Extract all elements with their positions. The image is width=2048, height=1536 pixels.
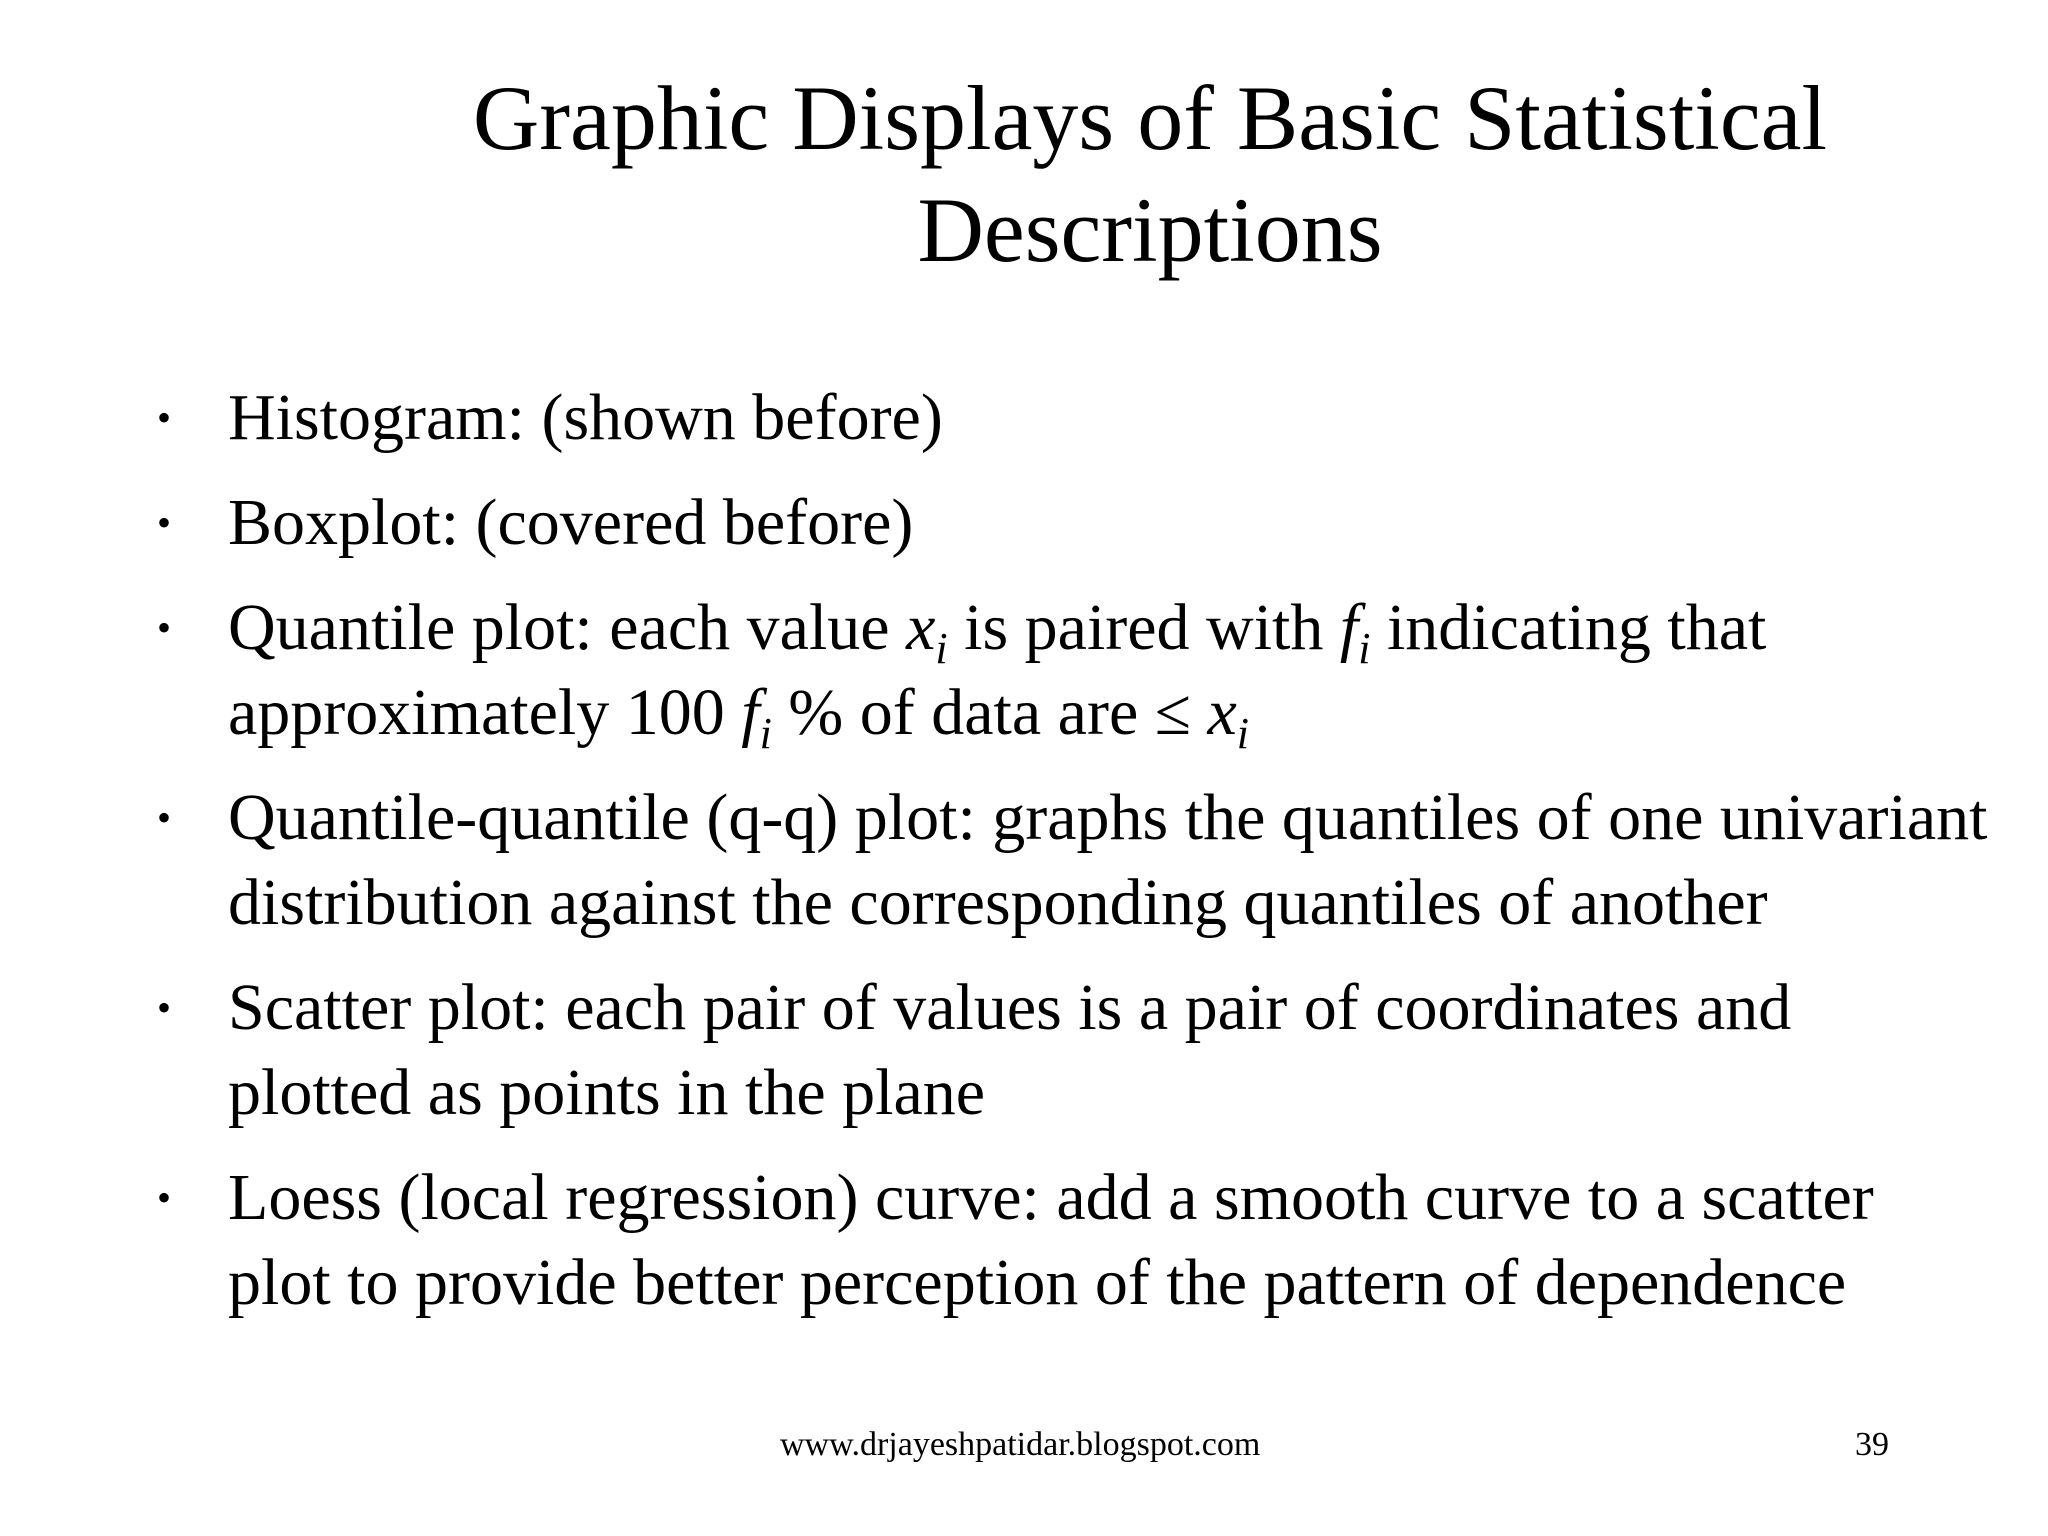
page-number: 39 (1855, 1426, 1889, 1463)
bullet-marker: • (157, 795, 172, 840)
quantile-text-4: % of data are ≤ (771, 676, 1208, 749)
quantile-text-2: is paired with (947, 591, 1340, 664)
math-sub-i: i (935, 624, 948, 673)
math-sub-i: i (759, 709, 772, 758)
math-f: f (741, 676, 760, 749)
bullet-quantile-plot (0, 585, 2048, 758)
math-f: f (1339, 591, 1359, 664)
bullet-text: Loess (local regression) curve: add a smooth curve to a scatter plot to provide better perception of the pattern of dependence (228, 1161, 1874, 1319)
bullet-marker: • (157, 395, 172, 440)
title-line-1: Graphic Displays of Basic Statistical (472, 67, 1828, 169)
bullet-text: Histogram: (shown before) (228, 381, 943, 454)
bullet-scatter-plot (0, 965, 2048, 1135)
slide-title (360, 62, 1940, 286)
math-x: x (1207, 676, 1237, 749)
math-sub-i: i (1358, 624, 1371, 673)
quantile-text-3: indicating that approximately 100 (228, 591, 1767, 749)
math-x: x (906, 591, 936, 664)
bullet-marker: • (157, 985, 172, 1030)
title-line-2: Descriptions (917, 179, 1383, 281)
bullet-marker: • (157, 605, 172, 650)
bullet-text: Quantile-quantile (q-q) plot: graphs the quantiles of one univariant distribution against the corresponding quantiles of another (228, 781, 1988, 939)
bullet-marker: • (157, 1175, 172, 1220)
bullet-marker: • (157, 500, 172, 545)
bullet-qq-plot (0, 775, 2048, 945)
bullet-histogram (0, 375, 2048, 460)
bullet-text: Scatter plot: each pair of values is a pair of coordinates and plotted as points in the plane (228, 971, 1792, 1129)
bullet-loess-curve (0, 1155, 2048, 1325)
math-sub-i: i (1236, 709, 1249, 758)
bullet-boxplot (0, 480, 2048, 565)
quantile-text-1: Quantile plot: each value (228, 591, 907, 664)
bullet-list (0, 375, 2048, 1345)
bullet-text: Boxplot: (covered before) (228, 486, 914, 559)
footer-url: www.drjayeshpatidar.blogspot.com (780, 1426, 1261, 1463)
